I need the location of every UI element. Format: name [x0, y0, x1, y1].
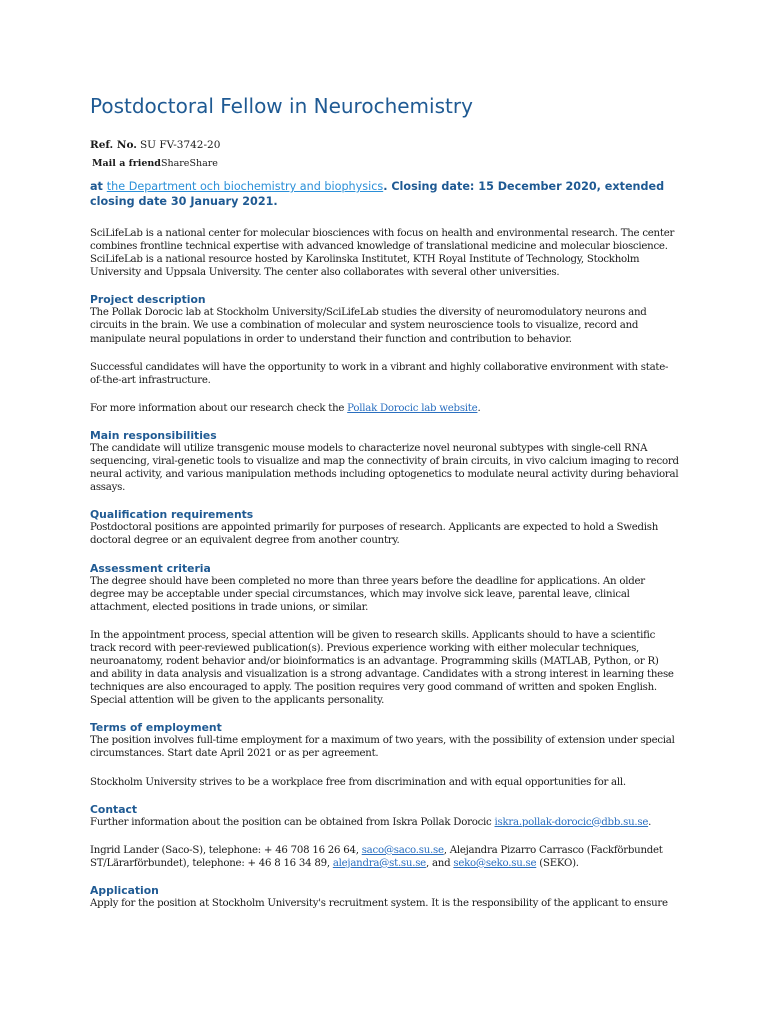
project-paragraph-3: For more information about our research check the Pollak Dorocic lab website. — [90, 402, 481, 414]
section-heading-qualification: Qualification requirements — [90, 508, 254, 522]
saco-email-link[interactable]: saco@saco.su.se — [361, 844, 444, 856]
mail-a-friend-link[interactable]: Mail a friend — [92, 158, 161, 169]
job-posting — [90, 92, 680, 910]
application-paragraph: Apply for the position at Stockholm University's recruitment system. It is the responsibility of the applicant to ensure — [90, 897, 668, 909]
assessment-paragraph-2: In the appointment process, special attention will be given to research skills. Applicants should to have a scientific track record with peer-reviewed publication(s). Previous experience working with either molecular techniques, neuroanatomy, rodent behavior and/or bioinformatics is an advantage. Programming skills (MATLAB, Python, or R) and ability in data analysis and visualization is a strong advantage. Candidates with a strong interest in learning these techniques are also encouraged to apply. The position requires very good command of written and spoken English. Special attention will be given to the applicants personality. — [90, 629, 674, 707]
contact-email-link[interactable]: iskra.pollak-dorocic@dbb.su.se — [494, 816, 649, 828]
page-title: Postdoctoral Fellow in Neurochemistry — [90, 94, 473, 118]
section-heading-terms: Terms of employment — [90, 721, 222, 735]
terms-paragraph-2: Stockholm University strives to be a workplace free from discrimination and with equal opportunities for all. — [90, 776, 626, 788]
share-link[interactable]: Share — [160, 158, 190, 169]
st-email-link[interactable]: alejandra@st.su.se — [332, 857, 426, 869]
seko-email-link[interactable]: seko@seko.su.se — [453, 857, 537, 869]
section-heading-assessment: Assessment criteria — [90, 561, 211, 575]
section-heading-responsibilities: Main responsibilities — [90, 428, 217, 442]
department-link[interactable]: the Department och biochemistry and biophysics — [106, 180, 384, 193]
terms-paragraph-1: The position involves full-time employment for a maximum of two years, with the possibility of extension under special circumstances. Start date April 2021 or as per agreement. — [90, 735, 675, 760]
assessment-paragraph-1: The degree should have been completed no more than three years before the deadline for applications. An older degree may be acceptable under special circumstances, which may involve sick leave, parental leave, clinical attachment, elected positions in trade unions, or similar. — [90, 575, 645, 613]
share-link-2[interactable]: Share — [189, 158, 218, 169]
ref-value: SU FV-3742-20 — [139, 139, 221, 151]
section-heading-application: Application — [90, 883, 159, 897]
contact-paragraph-2: Ingrid Lander (Saco-S), telephone: + 46 708 16 26 64, saco@saco.su.se, Alejandra Pizarro Carrasco (Fackförbundet ST/Lärarförbundet), telephone: + 46 8 16 34 89, alejandra@st.su.se, and seko@seko.su.se (SEKO). — [90, 844, 663, 869]
project-paragraph-2: Successful candidates will have the opportunity to work in a vibrant and highly collaborative environment with state-of-the-art infrastructure. — [90, 361, 669, 386]
department-closing-date: at the Department och biochemistry and biophysics. Closing date: 15 December 2020, extended closing date 30 January 2021. — [90, 180, 665, 208]
project-paragraph-1: The Pollak Dorocic lab at Stockholm University/SciLifeLab studies the diversity of neuromodulatory neurons and circuits in the brain. We use a combination of molecular and system neuroscience tools to visualize, record and manipulate neural populations in order to understand their function and contribution to behavior. — [90, 307, 647, 345]
qualification-paragraph: Postdoctoral positions are appointed primarily for purposes of research. Applicants are expected to hold a Swedish doctoral degree or an equivalent degree from another country. — [90, 522, 659, 547]
intro-paragraph: SciLifeLab is a national center for molecular biosciences with focus on health and environmental research. The center combines frontline technical expertise with advanced knowledge of translational medicine and molecular bioscience. SciLifeLab is a national resource hosted by Karolinska Institutet, KTH Royal Institute of Technology, Stockholm University and Uppsala University. The center also collaborates with several other universities. — [90, 228, 675, 279]
contact-paragraph-1: Further information about the position can be obtained from Iskra Pollak Dorocic iskra.pollak-dorocic@dbb.su.se. — [90, 816, 652, 828]
section-heading-project: Project description — [90, 293, 206, 307]
share-bar — [92, 157, 680, 171]
ref-label: Ref. No. — [90, 139, 137, 151]
reference-number — [90, 138, 680, 152]
section-heading-contact: Contact — [90, 802, 138, 816]
responsibilities-paragraph: The candidate will utilize transgenic mouse models to characterize novel neuronal subtypes with single-cell RNA sequencing, viral-genetic tools to visualize and map the connectivity of brain circuits, in vivo calcium imaging to record neural activity, and various manipulation methods including optogenetics to modulate neural activity during behavioral assays. — [90, 442, 679, 494]
lab-website-link[interactable]: Pollak Dorocic lab website — [347, 402, 478, 414]
